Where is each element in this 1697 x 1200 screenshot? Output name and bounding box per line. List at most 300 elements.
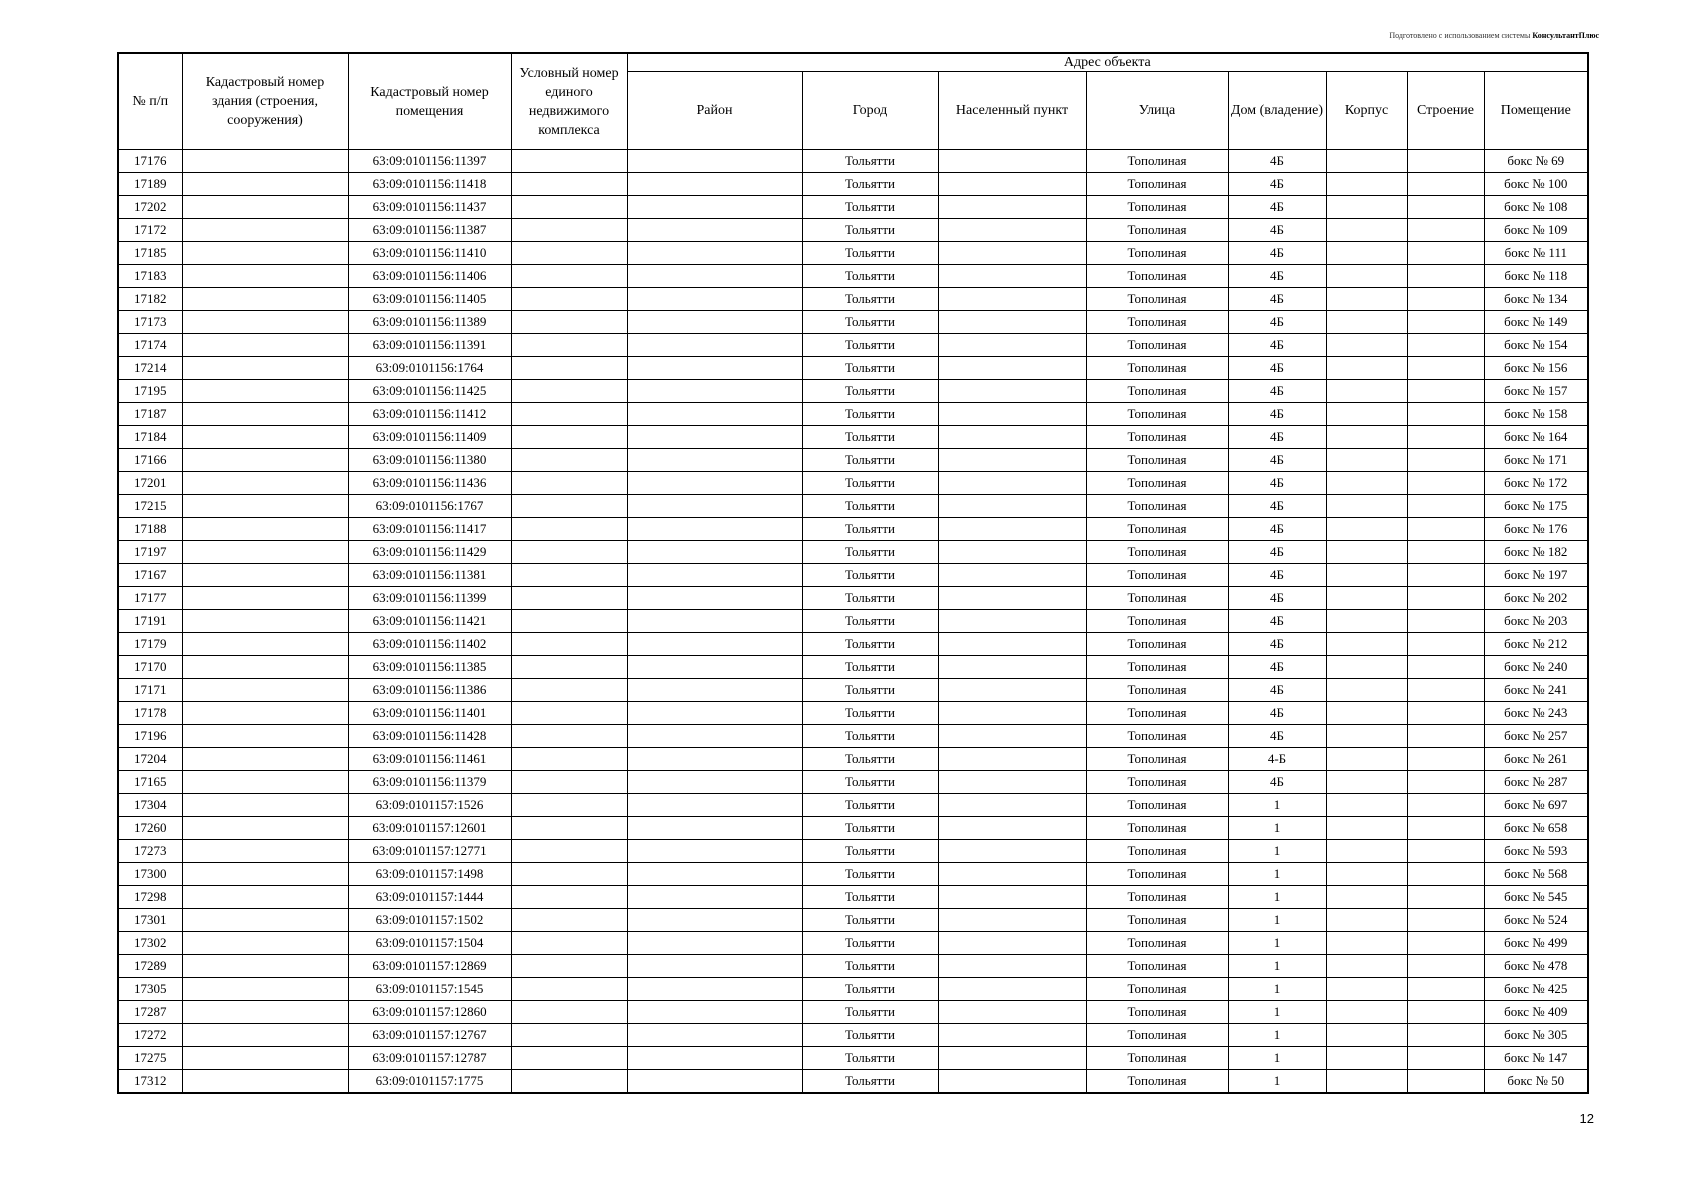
cell-building-cadastral	[182, 219, 348, 242]
cell-house: 1	[1228, 840, 1326, 863]
cell-num: 17300	[118, 863, 182, 886]
cell-num: 17260	[118, 817, 182, 840]
cell-room: бокс № 172	[1484, 472, 1588, 495]
cell-corpus	[1326, 403, 1407, 426]
cell-district	[627, 173, 802, 196]
cell-room: бокс № 287	[1484, 771, 1588, 794]
cell-city: Тольятти	[802, 173, 938, 196]
cell-room-cadastral: 63:09:0101156:11461	[348, 748, 511, 771]
cell-district	[627, 587, 802, 610]
cell-corpus	[1326, 771, 1407, 794]
table-row	[118, 357, 1588, 380]
cell-street: Тополиная	[1086, 748, 1228, 771]
cell-complex-number	[511, 886, 627, 909]
cell-building	[1407, 1070, 1484, 1094]
cell-complex-number	[511, 173, 627, 196]
cell-building-cadastral	[182, 173, 348, 196]
cell-house: 4Б	[1228, 311, 1326, 334]
cell-complex-number	[511, 679, 627, 702]
cell-building-cadastral	[182, 495, 348, 518]
col-header-complex-number: Условный номер единого недвижимого комплекса	[511, 53, 627, 150]
cell-room-cadastral: 63:09:0101156:11381	[348, 564, 511, 587]
cell-city: Тольятти	[802, 150, 938, 173]
cell-room: бокс № 164	[1484, 426, 1588, 449]
cell-house: 1	[1228, 817, 1326, 840]
col-header-corpus: Корпус	[1326, 72, 1407, 150]
cell-room-cadastral: 63:09:0101157:12787	[348, 1047, 511, 1070]
cell-building	[1407, 1024, 1484, 1047]
cell-house: 4Б	[1228, 173, 1326, 196]
cell-building	[1407, 932, 1484, 955]
cell-building-cadastral	[182, 978, 348, 1001]
cell-city: Тольятти	[802, 886, 938, 909]
registry-table	[117, 52, 1589, 1094]
cell-building-cadastral	[182, 196, 348, 219]
cell-corpus	[1326, 288, 1407, 311]
cell-city: Тольятти	[802, 518, 938, 541]
cell-building-cadastral	[182, 1001, 348, 1024]
table-row	[118, 656, 1588, 679]
cell-num: 17273	[118, 840, 182, 863]
cell-corpus	[1326, 748, 1407, 771]
cell-room: бокс № 257	[1484, 725, 1588, 748]
cell-street: Тополиная	[1086, 656, 1228, 679]
cell-complex-number	[511, 633, 627, 656]
cell-settlement	[938, 495, 1086, 518]
cell-complex-number	[511, 863, 627, 886]
cell-building	[1407, 978, 1484, 1001]
cell-house: 4Б	[1228, 150, 1326, 173]
cell-building-cadastral	[182, 311, 348, 334]
cell-building-cadastral	[182, 1070, 348, 1094]
cell-num: 17165	[118, 771, 182, 794]
table-row	[118, 196, 1588, 219]
cell-building-cadastral	[182, 1047, 348, 1070]
cell-room: бокс № 108	[1484, 196, 1588, 219]
cell-house: 1	[1228, 955, 1326, 978]
cell-house: 4Б	[1228, 426, 1326, 449]
cell-district	[627, 748, 802, 771]
cell-settlement	[938, 219, 1086, 242]
cell-building-cadastral	[182, 564, 348, 587]
cell-room-cadastral: 63:09:0101157:12860	[348, 1001, 511, 1024]
cell-building-cadastral	[182, 863, 348, 886]
cell-complex-number	[511, 748, 627, 771]
cell-settlement	[938, 541, 1086, 564]
cell-settlement	[938, 334, 1086, 357]
cell-corpus	[1326, 840, 1407, 863]
cell-building	[1407, 380, 1484, 403]
cell-complex-number	[511, 794, 627, 817]
cell-corpus	[1326, 334, 1407, 357]
cell-room: бокс № 203	[1484, 610, 1588, 633]
cell-settlement	[938, 564, 1086, 587]
cell-building	[1407, 242, 1484, 265]
table-row	[118, 1070, 1588, 1094]
cell-corpus	[1326, 265, 1407, 288]
cell-district	[627, 863, 802, 886]
cell-city: Тольятти	[802, 219, 938, 242]
cell-corpus	[1326, 173, 1407, 196]
cell-room-cadastral: 63:09:0101157:1526	[348, 794, 511, 817]
cell-district	[627, 610, 802, 633]
cell-corpus	[1326, 909, 1407, 932]
cell-street: Тополиная	[1086, 219, 1228, 242]
cell-settlement	[938, 840, 1086, 863]
cell-district	[627, 633, 802, 656]
cell-num: 17215	[118, 495, 182, 518]
cell-house: 1	[1228, 1047, 1326, 1070]
table-row	[118, 610, 1588, 633]
cell-street: Тополиная	[1086, 495, 1228, 518]
cell-room-cadastral: 63:09:0101156:1767	[348, 495, 511, 518]
cell-city: Тольятти	[802, 380, 938, 403]
cell-city: Тольятти	[802, 265, 938, 288]
cell-settlement	[938, 702, 1086, 725]
cell-settlement	[938, 265, 1086, 288]
cell-city: Тольятти	[802, 955, 938, 978]
col-header-building-cadastral: Кадастровый номер здания (строения, сооружения)	[182, 53, 348, 150]
cell-num: 17172	[118, 219, 182, 242]
cell-street: Тополиная	[1086, 265, 1228, 288]
cell-street: Тополиная	[1086, 449, 1228, 472]
cell-house: 4Б	[1228, 587, 1326, 610]
cell-building	[1407, 656, 1484, 679]
cell-street: Тополиная	[1086, 909, 1228, 932]
cell-street: Тополиная	[1086, 403, 1228, 426]
cell-num: 17189	[118, 173, 182, 196]
source-note-brand: КонсультантПлюс	[1532, 31, 1599, 40]
cell-complex-number	[511, 955, 627, 978]
cell-room: бокс № 243	[1484, 702, 1588, 725]
cell-house: 4Б	[1228, 357, 1326, 380]
cell-room-cadastral: 63:09:0101157:1502	[348, 909, 511, 932]
cell-room-cadastral: 63:09:0101157:1444	[348, 886, 511, 909]
cell-street: Тополиная	[1086, 242, 1228, 265]
cell-settlement	[938, 794, 1086, 817]
cell-district	[627, 794, 802, 817]
cell-building-cadastral	[182, 242, 348, 265]
cell-room-cadastral: 63:09:0101156:11429	[348, 541, 511, 564]
col-header-num: № п/п	[118, 53, 182, 150]
cell-street: Тополиная	[1086, 955, 1228, 978]
cell-corpus	[1326, 150, 1407, 173]
cell-room-cadastral: 63:09:0101156:11389	[348, 311, 511, 334]
table-row	[118, 472, 1588, 495]
cell-building-cadastral	[182, 955, 348, 978]
cell-house: 4Б	[1228, 334, 1326, 357]
cell-house: 1	[1228, 1024, 1326, 1047]
cell-settlement	[938, 748, 1086, 771]
cell-room: бокс № 499	[1484, 932, 1588, 955]
cell-num: 17201	[118, 472, 182, 495]
cell-building-cadastral	[182, 909, 348, 932]
cell-city: Тольятти	[802, 748, 938, 771]
cell-building-cadastral	[182, 725, 348, 748]
cell-corpus	[1326, 357, 1407, 380]
cell-corpus	[1326, 449, 1407, 472]
cell-building-cadastral	[182, 265, 348, 288]
cell-district	[627, 541, 802, 564]
cell-num: 17312	[118, 1070, 182, 1094]
source-note	[1389, 31, 1599, 40]
cell-complex-number	[511, 219, 627, 242]
cell-corpus	[1326, 794, 1407, 817]
cell-room-cadastral: 63:09:0101156:11391	[348, 334, 511, 357]
cell-district	[627, 265, 802, 288]
cell-city: Тольятти	[802, 357, 938, 380]
cell-district	[627, 357, 802, 380]
cell-room-cadastral: 63:09:0101156:11437	[348, 196, 511, 219]
cell-building-cadastral	[182, 748, 348, 771]
cell-house: 1	[1228, 1001, 1326, 1024]
cell-district	[627, 656, 802, 679]
table-row	[118, 1047, 1588, 1070]
cell-num: 17305	[118, 978, 182, 1001]
cell-room: бокс № 568	[1484, 863, 1588, 886]
cell-complex-number	[511, 564, 627, 587]
cell-settlement	[938, 817, 1086, 840]
cell-room: бокс № 175	[1484, 495, 1588, 518]
cell-building-cadastral	[182, 771, 348, 794]
cell-room-cadastral: 63:09:0101156:11405	[348, 288, 511, 311]
cell-building	[1407, 311, 1484, 334]
cell-room: бокс № 261	[1484, 748, 1588, 771]
cell-district	[627, 725, 802, 748]
cell-num: 17177	[118, 587, 182, 610]
cell-num: 17191	[118, 610, 182, 633]
cell-house: 4Б	[1228, 564, 1326, 587]
cell-building	[1407, 771, 1484, 794]
cell-room-cadastral: 63:09:0101157:1504	[348, 932, 511, 955]
cell-complex-number	[511, 610, 627, 633]
table-row	[118, 403, 1588, 426]
cell-city: Тольятти	[802, 426, 938, 449]
cell-room-cadastral: 63:09:0101156:11386	[348, 679, 511, 702]
table-row	[118, 288, 1588, 311]
cell-district	[627, 150, 802, 173]
cell-complex-number	[511, 472, 627, 495]
cell-room: бокс № 171	[1484, 449, 1588, 472]
cell-settlement	[938, 771, 1086, 794]
cell-room: бокс № 524	[1484, 909, 1588, 932]
cell-room-cadastral: 63:09:0101156:11421	[348, 610, 511, 633]
cell-building-cadastral	[182, 886, 348, 909]
table-row	[118, 311, 1588, 334]
cell-complex-number	[511, 334, 627, 357]
cell-district	[627, 840, 802, 863]
cell-room-cadastral: 63:09:0101157:12601	[348, 817, 511, 840]
cell-building	[1407, 633, 1484, 656]
cell-house: 1	[1228, 1070, 1326, 1094]
cell-room-cadastral: 63:09:0101156:11401	[348, 702, 511, 725]
cell-city: Тольятти	[802, 334, 938, 357]
cell-building-cadastral	[182, 840, 348, 863]
cell-room-cadastral: 63:09:0101156:11412	[348, 403, 511, 426]
cell-num: 17171	[118, 679, 182, 702]
table-row	[118, 242, 1588, 265]
cell-building-cadastral	[182, 288, 348, 311]
cell-num: 17184	[118, 426, 182, 449]
cell-room: бокс № 111	[1484, 242, 1588, 265]
cell-room-cadastral: 63:09:0101156:11387	[348, 219, 511, 242]
cell-city: Тольятти	[802, 817, 938, 840]
cell-street: Тополиная	[1086, 725, 1228, 748]
cell-room-cadastral: 63:09:0101156:11425	[348, 380, 511, 403]
cell-room-cadastral: 63:09:0101157:1545	[348, 978, 511, 1001]
cell-num: 17173	[118, 311, 182, 334]
cell-building-cadastral	[182, 334, 348, 357]
cell-house: 4Б	[1228, 656, 1326, 679]
page-number: 12	[1579, 1111, 1594, 1126]
cell-complex-number	[511, 932, 627, 955]
cell-building-cadastral	[182, 817, 348, 840]
cell-num: 17214	[118, 357, 182, 380]
cell-street: Тополиная	[1086, 886, 1228, 909]
cell-district	[627, 702, 802, 725]
cell-building	[1407, 840, 1484, 863]
cell-settlement	[938, 357, 1086, 380]
cell-street: Тополиная	[1086, 633, 1228, 656]
cell-corpus	[1326, 1047, 1407, 1070]
cell-settlement	[938, 380, 1086, 403]
cell-room: бокс № 69	[1484, 150, 1588, 173]
cell-street: Тополиная	[1086, 380, 1228, 403]
cell-district	[627, 495, 802, 518]
cell-complex-number	[511, 288, 627, 311]
cell-room: бокс № 305	[1484, 1024, 1588, 1047]
cell-settlement	[938, 403, 1086, 426]
cell-house: 1	[1228, 863, 1326, 886]
col-header-street: Улица	[1086, 72, 1228, 150]
col-header-settlement: Населенный пункт	[938, 72, 1086, 150]
cell-corpus	[1326, 518, 1407, 541]
cell-room-cadastral: 63:09:0101156:11402	[348, 633, 511, 656]
table-row	[118, 1001, 1588, 1024]
cell-num: 17275	[118, 1047, 182, 1070]
cell-settlement	[938, 173, 1086, 196]
cell-house: 4Б	[1228, 403, 1326, 426]
cell-building	[1407, 564, 1484, 587]
cell-district	[627, 564, 802, 587]
cell-num: 17182	[118, 288, 182, 311]
cell-building	[1407, 403, 1484, 426]
cell-building	[1407, 219, 1484, 242]
table-row	[118, 978, 1588, 1001]
cell-corpus	[1326, 863, 1407, 886]
cell-room: бокс № 202	[1484, 587, 1588, 610]
cell-city: Тольятти	[802, 909, 938, 932]
cell-street: Тополиная	[1086, 794, 1228, 817]
cell-street: Тополиная	[1086, 564, 1228, 587]
cell-house: 4Б	[1228, 702, 1326, 725]
cell-district	[627, 1070, 802, 1094]
cell-corpus	[1326, 702, 1407, 725]
cell-corpus	[1326, 587, 1407, 610]
cell-room-cadastral: 63:09:0101156:11417	[348, 518, 511, 541]
table-row	[118, 817, 1588, 840]
cell-settlement	[938, 1047, 1086, 1070]
table-row	[118, 794, 1588, 817]
cell-building	[1407, 196, 1484, 219]
table-row	[118, 679, 1588, 702]
cell-district	[627, 1001, 802, 1024]
cell-city: Тольятти	[802, 564, 938, 587]
table-row	[118, 150, 1588, 173]
cell-city: Тольятти	[802, 771, 938, 794]
table-row	[118, 633, 1588, 656]
col-header-city: Город	[802, 72, 938, 150]
cell-corpus	[1326, 380, 1407, 403]
cell-street: Тополиная	[1086, 311, 1228, 334]
cell-corpus	[1326, 219, 1407, 242]
cell-district	[627, 817, 802, 840]
cell-room: бокс № 100	[1484, 173, 1588, 196]
cell-complex-number	[511, 1001, 627, 1024]
cell-complex-number	[511, 817, 627, 840]
cell-room: бокс № 158	[1484, 403, 1588, 426]
cell-room: бокс № 409	[1484, 1001, 1588, 1024]
cell-building	[1407, 288, 1484, 311]
cell-settlement	[938, 679, 1086, 702]
cell-settlement	[938, 196, 1086, 219]
cell-district	[627, 978, 802, 1001]
cell-house: 1	[1228, 909, 1326, 932]
cell-settlement	[938, 242, 1086, 265]
cell-street: Тополиная	[1086, 196, 1228, 219]
cell-complex-number	[511, 771, 627, 794]
cell-settlement	[938, 886, 1086, 909]
cell-corpus	[1326, 656, 1407, 679]
cell-building-cadastral	[182, 587, 348, 610]
cell-district	[627, 219, 802, 242]
table-row	[118, 725, 1588, 748]
table-row	[118, 955, 1588, 978]
table-row	[118, 748, 1588, 771]
table-row	[118, 564, 1588, 587]
cell-building	[1407, 541, 1484, 564]
table-body	[118, 150, 1588, 1094]
cell-street: Тополиная	[1086, 150, 1228, 173]
cell-building-cadastral	[182, 541, 348, 564]
cell-settlement	[938, 1001, 1086, 1024]
cell-complex-number	[511, 518, 627, 541]
cell-house: 4Б	[1228, 472, 1326, 495]
table-row	[118, 173, 1588, 196]
cell-room-cadastral: 63:09:0101156:11418	[348, 173, 511, 196]
cell-room-cadastral: 63:09:0101156:11385	[348, 656, 511, 679]
cell-settlement	[938, 656, 1086, 679]
cell-corpus	[1326, 633, 1407, 656]
table-row	[118, 380, 1588, 403]
cell-num: 17185	[118, 242, 182, 265]
cell-settlement	[938, 725, 1086, 748]
table-row	[118, 886, 1588, 909]
cell-building	[1407, 357, 1484, 380]
cell-settlement	[938, 288, 1086, 311]
cell-district	[627, 449, 802, 472]
cell-street: Тополиная	[1086, 702, 1228, 725]
table-row	[118, 265, 1588, 288]
cell-room-cadastral: 63:09:0101156:11428	[348, 725, 511, 748]
cell-corpus	[1326, 541, 1407, 564]
cell-building	[1407, 265, 1484, 288]
cell-city: Тольятти	[802, 633, 938, 656]
cell-num: 17196	[118, 725, 182, 748]
cell-building-cadastral	[182, 656, 348, 679]
cell-city: Тольятти	[802, 196, 938, 219]
col-header-room: Помещение	[1484, 72, 1588, 150]
